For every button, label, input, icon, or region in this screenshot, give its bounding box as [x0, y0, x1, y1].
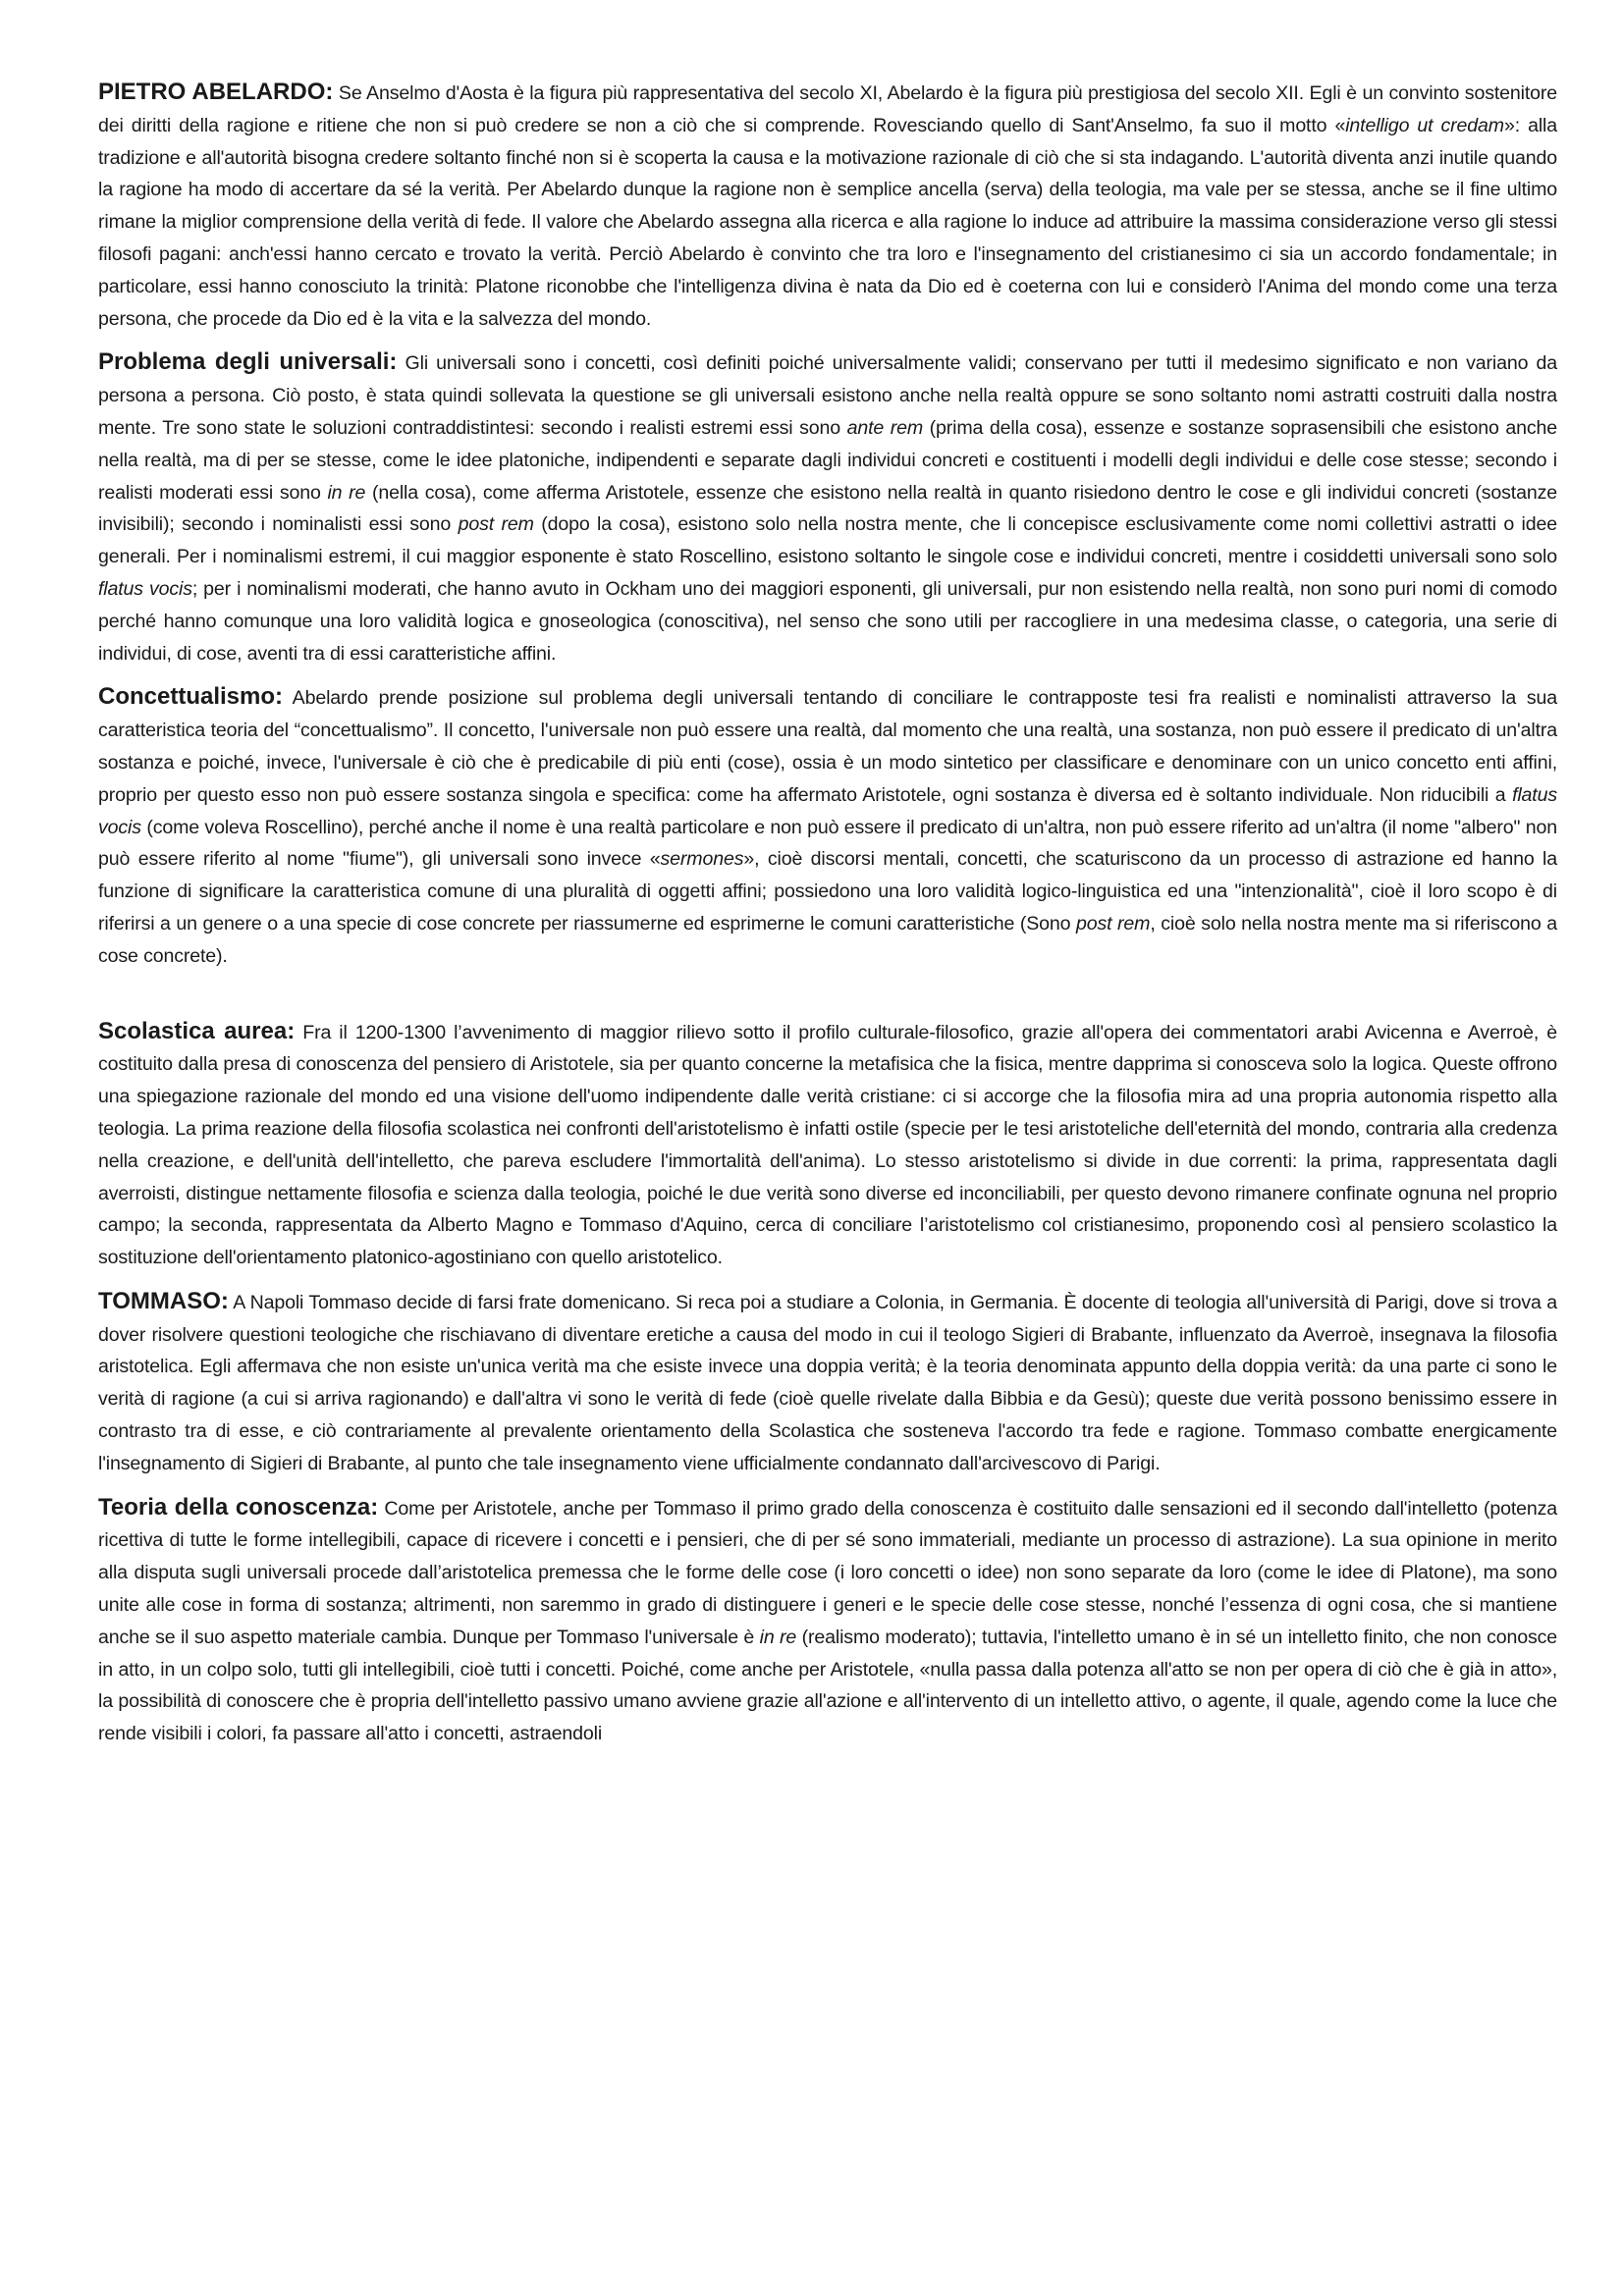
section-tommaso: TOMMASO: A Napoli Tommaso decide di farsi frate domenicano. Si reca poi a studiare a Colonia, in Germania. È docente di teologia all'università di Parigi, dove si trova a dover risolvere questioni teologiche che rischiavano di diventare eretiche a causa del modo in cui il teologo Sigieri di Brabante, influenzato da Averroè, insegnava la filosofia aristotelica. Egli affermava che non esiste un'unica verità ma che esiste invece una doppia verità; è la teoria denominata appunto della doppia verità: da una parte ci sono le verità di ragione (a cui si arriva ragionando) e dall'altra vi sono le verità di fede (cioè quelle rivelate dalla Bibbia e da Gesù); queste due verità possono benissimo essere in contrasto tra di esse, e ciò contrariamente al prevalente orientamento della Scolastica che sosteneva l'accordo tra fede e ragione. Tommaso combatte energicamente l'insegnamento di Sigieri di Brabante, al punto che tale insegnamento viene ufficialmente condannato dall'arcivescovo di Parigi. [98, 1287, 1557, 1474]
section-heading: PIETRO ABELARDO: [98, 79, 334, 105]
section-heading: Problema degli universali: [98, 348, 398, 376]
section-heading: Concettualismo: [98, 683, 284, 711]
section-heading: TOMMASO: [98, 1287, 229, 1314]
section-scolastica-aurea: Scolastica aurea: Fra il 1200-1300 l’avvenimento di maggior rilievo sotto il profilo culturale-filosofico, grazie all'opera dei commentatori arabi Avicenna e Averroè, è costituito dalla presa di conoscenza del pensiero di Aristotele, sia per quanto concerne la metafisica che la fisica, mentre dapprima si conosceva solo la logica. Queste offrono una spiegazione razionale del mondo ed una visione dell'uomo indipendente dalle verità cristiane: ci si accorge che la filosofia mira ad una propria autonomia rispetto alla teologia. La prima reazione della filosofia scolastica nei confronti dell'aristotelismo è infatti ostile (specie per le tesi aristoteliche dell'eternità del mondo, contraria alla credenza nella creazione, e dell'unità dell'intelletto, che pareva escludere l'immortalità dell'anima). Lo stesso aristotelismo si divide in due correnti: la prima, rappresentata dagli averroisti, distingue nettamente filosofia e scienza dalla teologia, poiché le due verità sono diverse ed inconciliabili, per questo devono rimanere confinate ognuna nel proprio campo; la seconda, rappresentata da Alberto Magno e Tommaso d'Aquino, cerca di conciliare l’aristotelismo col cristianesimo, proponendo così al pensiero scolastico la sostituzione dell'orientamento platonico-agostiniano con quello aristotelico. [98, 1017, 1557, 1269]
document-page [98, 77, 1557, 1762]
section-concettualismo: Concettualismo: Abelardo prende posizione sul problema degli universali tentando di conciliare le contrapposte tesi fra realisti e nominalisti attraverso la sua caratteristica teoria del “concettualismo”. Il concetto, l'universale non può essere una realtà, dal momento che una realtà, una sostanza, non può essere il predicato di un'altra sostanza e poiché, invece, l'universale è ciò che è predicabile di più enti (cose), ossia è un modo sintetico per classificare e denominare con un unico concetto enti affini, proprio per questo esso non può essere sostanza singola e specifica: come ha affermato Aristotele, ogni sostanza è diversa ed è soltanto individuale. Non riducibili a flatus vocis (come voleva Roscellino), perché anche il nome è una realtà particolare e non può essere il predicato di un'altra, non può essere riferito ad un'altra (il nome "albero" non può essere riferito al nome "fiume"), gli universali sono invece «sermones», cioè discorsi mentali, concetti, che scaturiscono da un processo di astrazione ed hanno la funzione di significare la caratteristica comune di una pluralità di oggetti affini; possiedono una loro validità logico-linguistica ed una "intenzionalità", cioè il loro scopo è di riferirsi a un genere o a una specie di cose concrete per riassumerne ed esprimerne le comuni caratteristiche (Sono post rem, cioè solo nella nostra mente ma si riferiscono a cose concrete). [98, 683, 1557, 967]
section-abelardo: PIETRO ABELARDO: Se Anselmo d'Aosta è la figura più rappresentativa del secolo XI, Abelardo è la figura più prestigiosa del secolo XII. Egli è un convinto sostenitore dei diritti della ragione e ritiene che non si può credere se non a ciò che si comprende. Rovesciando quello di Sant'Anselmo, fa suo il motto «intelligo ut credam»: alla tradizione e all'autorità bisogna credere soltanto finché non si è scoperta la causa e la motivazione razionale di ciò che si sta indagando. L'autorità diventa anzi inutile quando la ragione ha modo di accertare da sé la verità. Per Abelardo dunque la ragione non è semplice ancella (serva) della teologia, ma vale per se stessa, anche se il fine ultimo rimane la miglior comprensione della verità di fede. Il valore che Abelardo assegna alla ricerca e alla ragione lo induce ad attribuire la massima considerazione verso gli stessi filosofi pagani: anch'essi hanno cercato e trovato la verità. Perciò Abelardo è convinto che tra loro e l'insegnamento del cristianesimo ci sia un accordo fondamentale; in particolare, essi hanno conosciuto la trinità: Platone riconobbe che l'intelligenza divina è nata da Dio ed è coeterna con lui e considerò l'Anima del mondo come una terza persona, che procede da Dio ed è la vita e la salvezza del mondo. [98, 79, 1558, 330]
section-universali: Problema degli universali: Gli universali sono i concetti, così definiti poiché universalmente validi; conservano per tutti il medesimo significato e non variano da persona a persona. Ciò posto, è stata quindi sollevata la questione se gli universali esistono anche nella realtà oppure se sono soltanto nomi astratti costruiti dalla nostra mente. Tre sono state le soluzioni contraddistintesi: secondo i realisti estremi essi sono ante rem (prima della cosa), essenze e sostanze soprasensibili che esistono anche nella realtà, ma di per se stesse, come le idee platoniche, indipendenti e separate dagli individui concreti e costituenti i modelli degli individui e delle cose stesse; secondo i realisti moderati essi sono in re (nella cosa), come afferma Aristotele, essenze che esistono nella realtà in quanto risiedono dentro le cose e gli individui concreti (sostanze invisibili); secondo i nominalisti essi sono post rem (dopo la cosa), esistono solo nella nostra mente, che li concepisce esclusivamente come nomi collettivi astratti o idee generali. Per i nominalismi estremi, il cui maggior esponente è stato Roscellino, esistono soltanto le singole cose e individui concreti, mentre i cosiddetti universali sono solo flatus vocis; per i nominalismi moderati, che hanno avuto in Ockham uno dei maggiori esponenti, gli universali, pur non esistendo nella realtà, non sono puri nomi di comodo perché hanno comunque una loro validità logica e gnoseologica (conoscitiva), nel senso che sono utili per raccogliere in una medesima classe, o categoria, una serie di individui, di cose, aventi tra di essi caratteristiche affini. [98, 348, 1558, 665]
section-heading: Scolastica aurea: [98, 1017, 296, 1044]
section-heading: Teoria della conoscenza: [98, 1493, 379, 1521]
section-teoria-conoscenza: Teoria della conoscenza: Come per Aristotele, anche per Tommaso il primo grado della conoscenza è costituito dalle sensazioni ed il secondo dall'intelletto (potenza ricettiva di tutte le forme intellegibili, capace di ricevere i concetti e i pensieri, che di per sé sono immateriali, mediante un processo di astrazione). La sua opinione in merito alla disputa sugli universali procede dall’aristotelica premessa che le forme delle cose (i loro concetti o idee) non sono separate da loro (come le idee di Platone), ma sono unite alle cose in forma di sostanza; altrimenti, non saremmo in grado di distinguere i generi e le specie delle cose stesse, nonché l’essenza di ogni cosa, che si mantiene anche se il suo aspetto materiale cambia. Dunque per Tommaso l'universale è in re (realismo moderato); tuttavia, l'intelletto umano è in sé un intelletto finito, che non conosce in atto, in un colpo solo, tutti gli intellegibili, cioè tutti i concetti. Poiché, come anche per Aristotele, «nulla passa dalla potenza all'atto se non per opera di ciò che è già in atto», la possibilità di conoscere che è propria dell'intelletto passivo umano avviene grazie all'azione e all'intervento di un intelletto attivo, o agente, il quale, agendo come la luce che rende visibili i colori, fa passare all'atto i concetti, astraendoli [98, 1493, 1558, 1745]
